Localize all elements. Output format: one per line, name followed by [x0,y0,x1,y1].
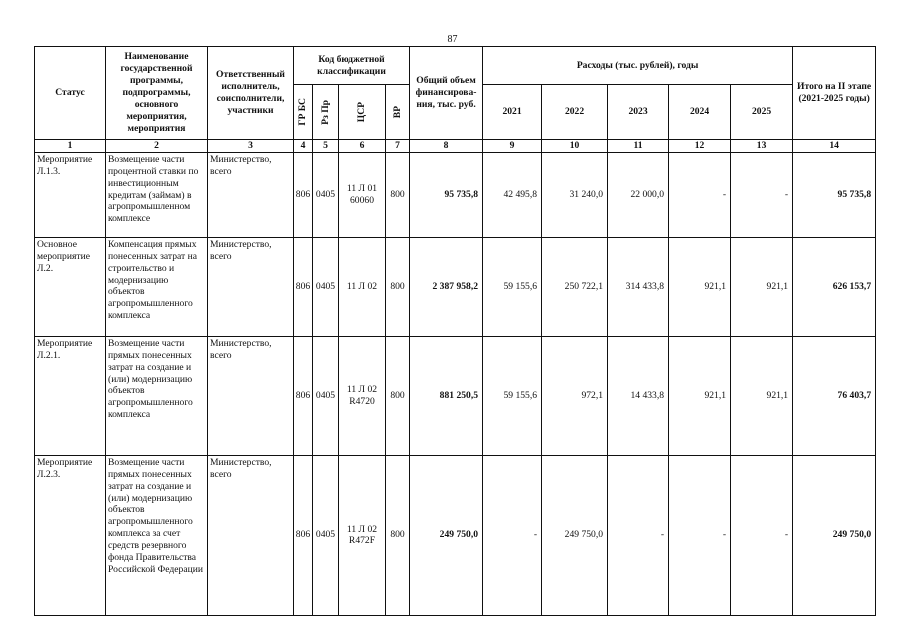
page-number: 87 [447,34,458,45]
row-grbs: 806 [294,336,313,455]
header-responsible: Ответственный исполнитель, соисполнители, участники [208,47,294,140]
row-grbs: 806 [294,237,313,336]
header-year-2024: 2024 [669,85,731,140]
row-2024: 921,1 [669,336,731,455]
row-status: Мероприятие Л.2.1. [35,336,106,455]
header-year-2021: 2021 [483,85,542,140]
header-status: Статус [35,47,106,140]
row-total: 95 735,8 [410,152,483,237]
column-number: 2 [106,140,208,153]
header-budget-code: Код бюджетной классификации [294,47,410,85]
header-csr-label: ЦСР [356,101,368,123]
row-responsible: Министерство, всего [208,455,294,615]
column-number: 10 [542,140,608,153]
budget-table [34,46,876,616]
row-name: Возмещение части процентной ставки по инвестиционным кредитам (займам) в агропромышленном комплексе [106,152,208,237]
column-number: 7 [386,140,410,153]
header-total-volume: Общий объем финансирова-ния, тыс. руб. [410,47,483,140]
row-itogo: 626 153,7 [793,237,876,336]
header-expenses: Расходы (тыс. рублей), годы [483,47,793,85]
column-number: 13 [731,140,793,153]
column-number: 9 [483,140,542,153]
row-2023: 14 433,8 [608,336,669,455]
row-itogo: 249 750,0 [793,455,876,615]
row-2025: 921,1 [731,336,793,455]
header-name: Наименование государственной программы, подпрограммы, основного мероприятия, мероприятия [106,47,208,140]
header-rzpr-label: Рз Пр [319,99,331,125]
row-2023: - [608,455,669,615]
header-grbs [294,85,313,140]
column-number: 14 [793,140,876,153]
row-vr: 800 [386,237,410,336]
row-total: 249 750,0 [410,455,483,615]
row-status: Мероприятие Л.2.3. [35,455,106,615]
row-2024: - [669,455,731,615]
column-number: 11 [608,140,669,153]
row-vr: 800 [386,152,410,237]
row-csr: 11 Л 02 R472F [339,455,386,615]
row-vr: 800 [386,455,410,615]
row-rzpr: 0405 [313,336,339,455]
row-grbs: 806 [294,455,313,615]
row-responsible: Министерство, всего [208,336,294,455]
row-total: 2 387 958,2 [410,237,483,336]
row-grbs: 806 [294,152,313,237]
row-total: 881 250,5 [410,336,483,455]
row-2025: - [731,455,793,615]
header-year-2023: 2023 [608,85,669,140]
row-2022: 31 240,0 [542,152,608,237]
header-rzpr [313,85,339,140]
row-2025: 921,1 [731,237,793,336]
row-name: Компенсация прямых понесенных затрат на строительство и модернизацию объектов агропромышленного комплекса [106,237,208,336]
header-year-2025: 2025 [731,85,793,140]
row-2021: 42 495,8 [483,152,542,237]
table-row [35,455,876,615]
column-number: 6 [339,140,386,153]
row-2021: - [483,455,542,615]
row-status: Основное мероприятие Л.2. [35,237,106,336]
row-csr: 11 Л 01 60060 [339,152,386,237]
row-2021: 59 155,6 [483,336,542,455]
row-rzpr: 0405 [313,455,339,615]
row-2025: - [731,152,793,237]
row-status: Мероприятие Л.1.3. [35,152,106,237]
table-row [35,152,876,237]
column-number: 12 [669,140,731,153]
table-row [35,237,876,336]
header-itogo: Итого на II этапе (2021-2025 годы) [793,47,876,140]
row-2022: 250 722,1 [542,237,608,336]
header-year-2022: 2022 [542,85,608,140]
column-number: 5 [313,140,339,153]
row-rzpr: 0405 [313,237,339,336]
row-2024: - [669,152,731,237]
row-2023: 22 000,0 [608,152,669,237]
row-itogo: 76 403,7 [793,336,876,455]
header-grbs-label: ГР БС [297,98,309,126]
row-itogo: 95 735,8 [793,152,876,237]
row-2021: 59 155,6 [483,237,542,336]
column-number: 1 [35,140,106,153]
column-number: 8 [410,140,483,153]
row-name: Возмещение части прямых понесенных затрат на создание и (или) модернизацию объектов агропромышленного комплекса за счет средств резервного фонда Правительства Российской Федерации [106,455,208,615]
row-responsible: Министерство, всего [208,237,294,336]
column-number: 3 [208,140,294,153]
row-responsible: Министерство, всего [208,152,294,237]
column-number: 4 [294,140,313,153]
header-csr [339,85,386,140]
row-2023: 314 433,8 [608,237,669,336]
row-vr: 800 [386,336,410,455]
row-2022: 249 750,0 [542,455,608,615]
row-csr: 11 Л 02 [339,237,386,336]
header-vr-label: ВР [391,105,403,119]
row-rzpr: 0405 [313,152,339,237]
table-row [35,336,876,455]
header-vr [386,85,410,140]
row-2022: 972,1 [542,336,608,455]
row-csr: 11 Л 02 R4720 [339,336,386,455]
column-number-row [35,140,876,153]
row-2024: 921,1 [669,237,731,336]
row-name: Возмещение части прямых понесенных затрат на создание и (или) модернизацию объектов агропромышленного комплекса [106,336,208,455]
